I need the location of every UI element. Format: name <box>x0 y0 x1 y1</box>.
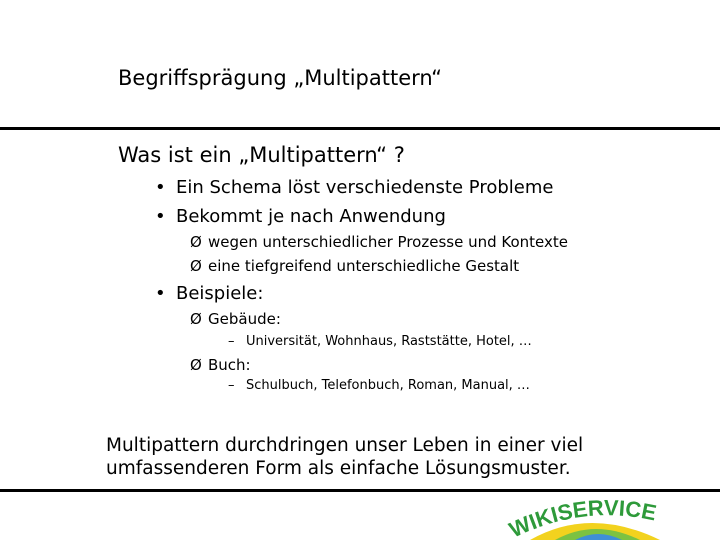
summary-line: Multipattern durchdringen unser Leben in einer viel <box>106 435 584 456</box>
bullet-text: Bekommt je nach Anwendung <box>176 206 446 227</box>
logo-text-path: WIKISERVICE <box>505 496 659 540</box>
arrow-marker: Ø <box>190 233 202 251</box>
wikiservice-logo <box>500 496 700 540</box>
arrow-marker: Ø <box>190 310 202 328</box>
bullet-marker: • <box>155 206 166 227</box>
dash-marker: – <box>228 334 235 349</box>
bullet-marker: • <box>155 177 166 198</box>
bullet-text: Ein Schema löst verschiedenste Probleme <box>176 177 554 198</box>
bottom-divider <box>0 489 720 492</box>
summary-text <box>106 434 583 480</box>
sub-bullet-text: Buch: <box>208 356 251 374</box>
slide-title: Begriffsprägung „Multipattern“ <box>118 66 443 90</box>
question-heading: Was ist ein „Multipattern“ ? <box>118 143 405 167</box>
sub-bullet-text: eine tiefgreifend unterschiedliche Gestalt <box>208 257 520 275</box>
dash-marker: – <box>228 378 235 393</box>
title-divider <box>0 127 720 130</box>
summary-line: umfassenderen Form als einfache Lösungsmuster. <box>106 458 571 479</box>
example-text: Schulbuch, Telefonbuch, Roman, Manual, … <box>246 378 530 393</box>
sub-bullet-text: Gebäude: <box>208 310 281 328</box>
arrow-marker: Ø <box>190 356 202 374</box>
sub-bullet-text: wegen unterschiedlicher Prozesse und Kontexte <box>208 233 568 251</box>
bullet-text: Beispiele: <box>176 283 264 304</box>
example-text: Universität, Wohnhaus, Raststätte, Hotel, … <box>246 334 532 349</box>
arrow-marker: Ø <box>190 257 202 275</box>
bullet-marker: • <box>155 283 166 304</box>
